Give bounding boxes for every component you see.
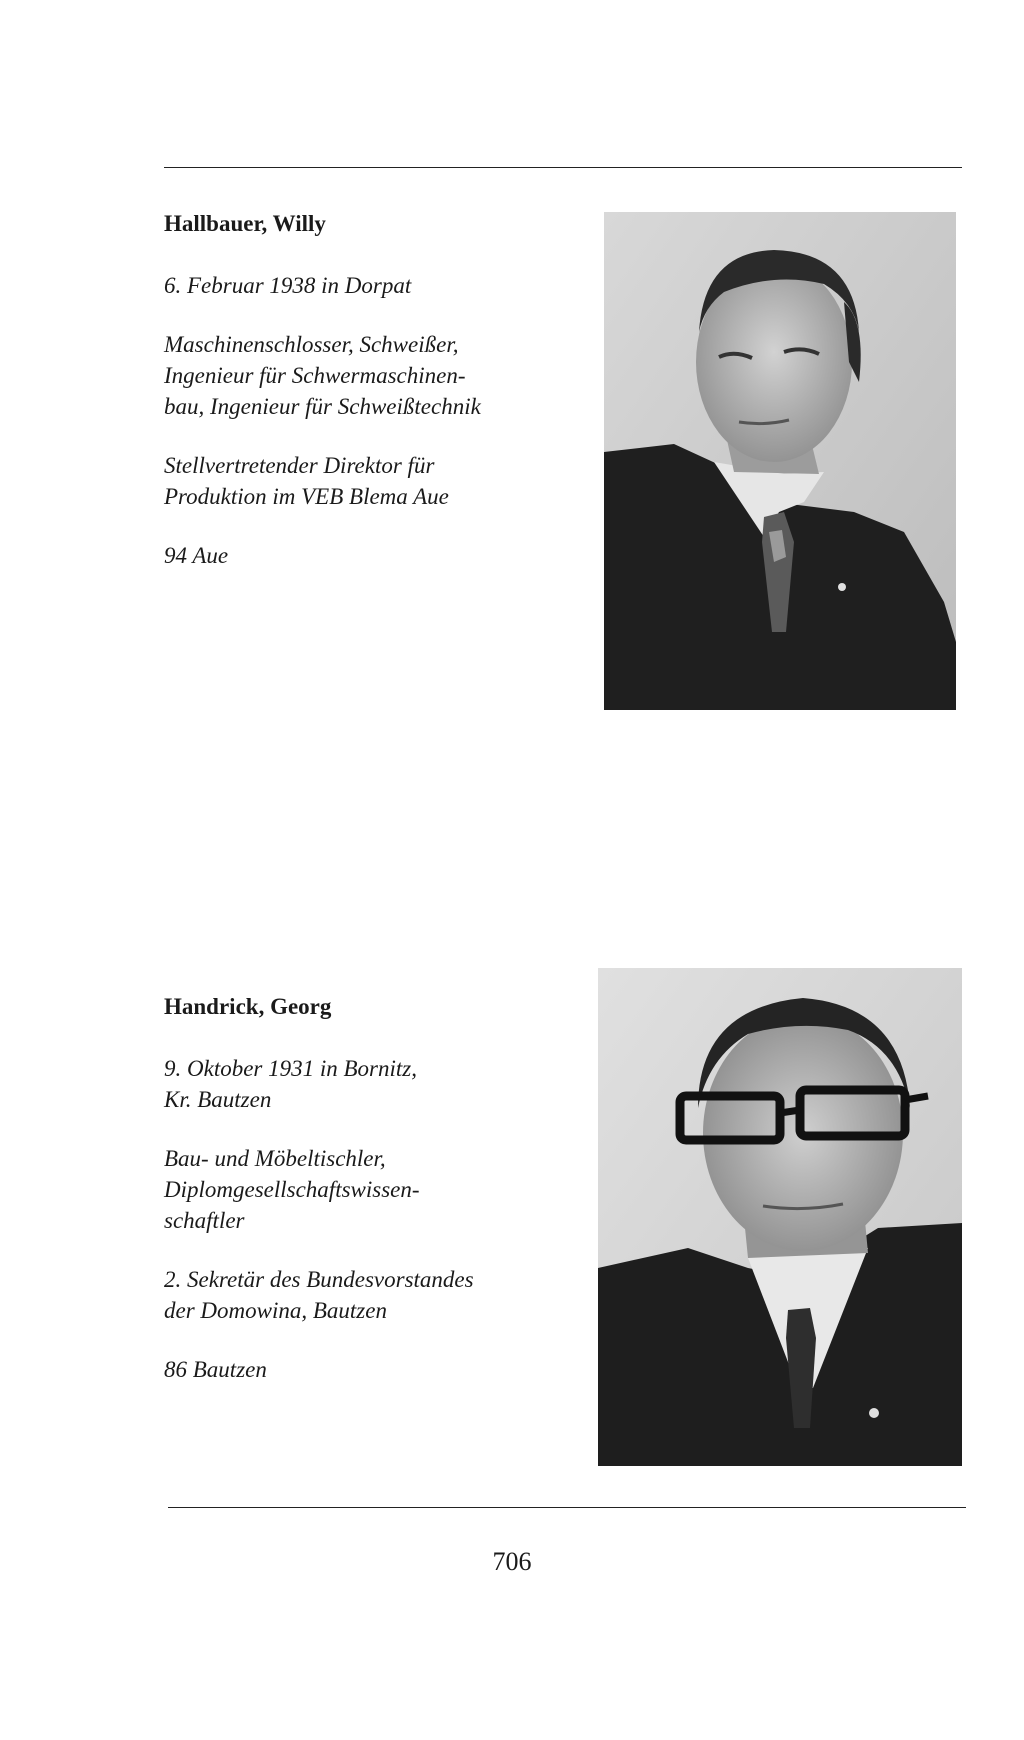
training-info: Bau- und Möbeltischler, Diplomgesellschaftswissen- schaftler [164, 1146, 420, 1233]
entry-name: Handrick, Georg [164, 994, 332, 1019]
portrait-photo-handrick [598, 968, 962, 1466]
entry-handrick [164, 993, 584, 1385]
top-rule [164, 167, 962, 168]
entry-name: Hallbauer, Willy [164, 211, 326, 236]
address-info: 94 Aue [164, 543, 229, 568]
bottom-rule [168, 1507, 966, 1508]
position-info: Stellvertretender Direktor für Produktion im VEB Blema Aue [164, 453, 449, 509]
training-info: Maschinenschlosser, Schweißer, Ingenieur für Schwermaschinen- bau, Ingenieur für Schweißtechnik [164, 332, 481, 419]
entry-hallbauer [164, 210, 584, 571]
portrait-photo-hallbauer [604, 212, 956, 710]
address-info: 86 Bautzen [164, 1357, 267, 1382]
birth-info: 9. Oktober 1931 in Bornitz, Kr. Bautzen [164, 1056, 417, 1112]
birth-info: 6. Februar 1938 in Dorpat [164, 273, 412, 298]
page-number: 706 [492, 1547, 532, 1576]
position-info: 2. Sekretär des Bundesvorstandes der Domowina, Bautzen [164, 1267, 474, 1323]
